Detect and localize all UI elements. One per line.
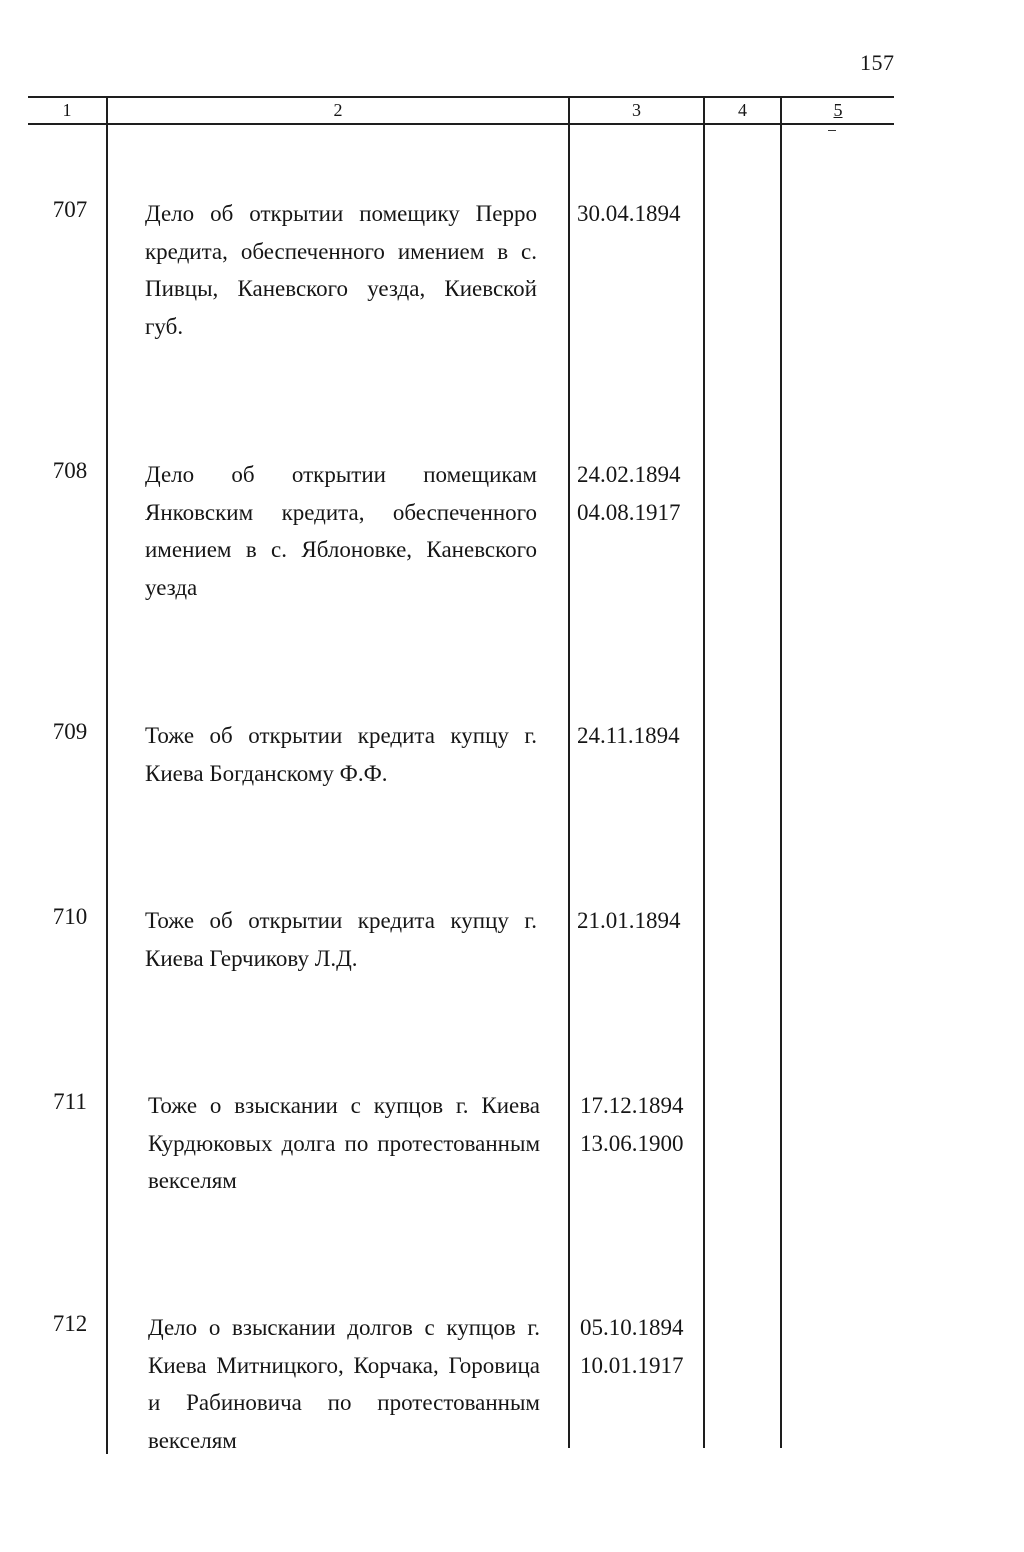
case-description: Тоже об открытии кредита купцу г. Киева Богданскому Ф.Ф. [145,723,537,786]
case-dates [577,717,702,755]
case-date: 05.10.1894 [580,1315,684,1340]
case-number: 707 [52,197,88,222]
case-date: 10.01.1917 [580,1352,684,1378]
column-divider-1 [106,96,108,1454]
case-dates [577,902,702,940]
case-number: 710 [52,904,88,929]
case-date: 17.12.1894 [580,1093,684,1118]
case-number: 711 [53,1089,87,1114]
case-dates [577,456,702,531]
case-number: 709 [52,719,88,744]
case-date: 24.11.1894 [577,723,680,748]
case-date: 24.02.1894 [577,462,681,487]
case-description: Дело об открытии помещику Перро кредита, обеспеченного имением в с. Пивцы, Каневского уезда, Киевской губ. [145,201,537,339]
header-top-rule [28,96,894,98]
column-header-3: 3 [632,100,641,120]
case-description: Дело о взыскании долгов с купцов г. Киева Митницкого, Корчака, Горовица и Рабиновича по протестованным векселям [148,1315,540,1453]
column-header-4: 4 [738,100,747,120]
case-date: 30.04.1894 [577,201,681,226]
column-header-2: 2 [333,100,343,120]
column-divider-2 [568,96,570,1448]
case-number: 712 [52,1311,88,1336]
case-description: Тоже о взыскании с купцов г. Киева Курдюковых долга по протестованным векселям [148,1093,540,1193]
scan-mark [828,130,836,131]
column-divider-4 [780,96,782,1448]
header-bottom-rule [28,123,894,125]
case-description: Дело об открытии помещикам Янковским кредита, обеспеченного имением в с. Яблоновке, Каневского уезда [145,462,537,600]
case-date: 13.06.1900 [580,1130,684,1156]
case-number: 708 [52,458,88,483]
column-divider-3 [703,96,705,1448]
column-header-5: 5 [833,100,843,120]
page-number: 157 [860,50,895,75]
case-dates [577,195,702,233]
case-date: 04.08.1917 [577,499,681,525]
case-date: 21.01.1894 [577,908,681,933]
column-header-1: 1 [62,100,72,120]
case-dates [580,1087,705,1162]
case-description: Тоже об открытии кредита купцу г. Киева Герчикову Л.Д. [145,908,537,971]
case-dates [580,1309,705,1384]
